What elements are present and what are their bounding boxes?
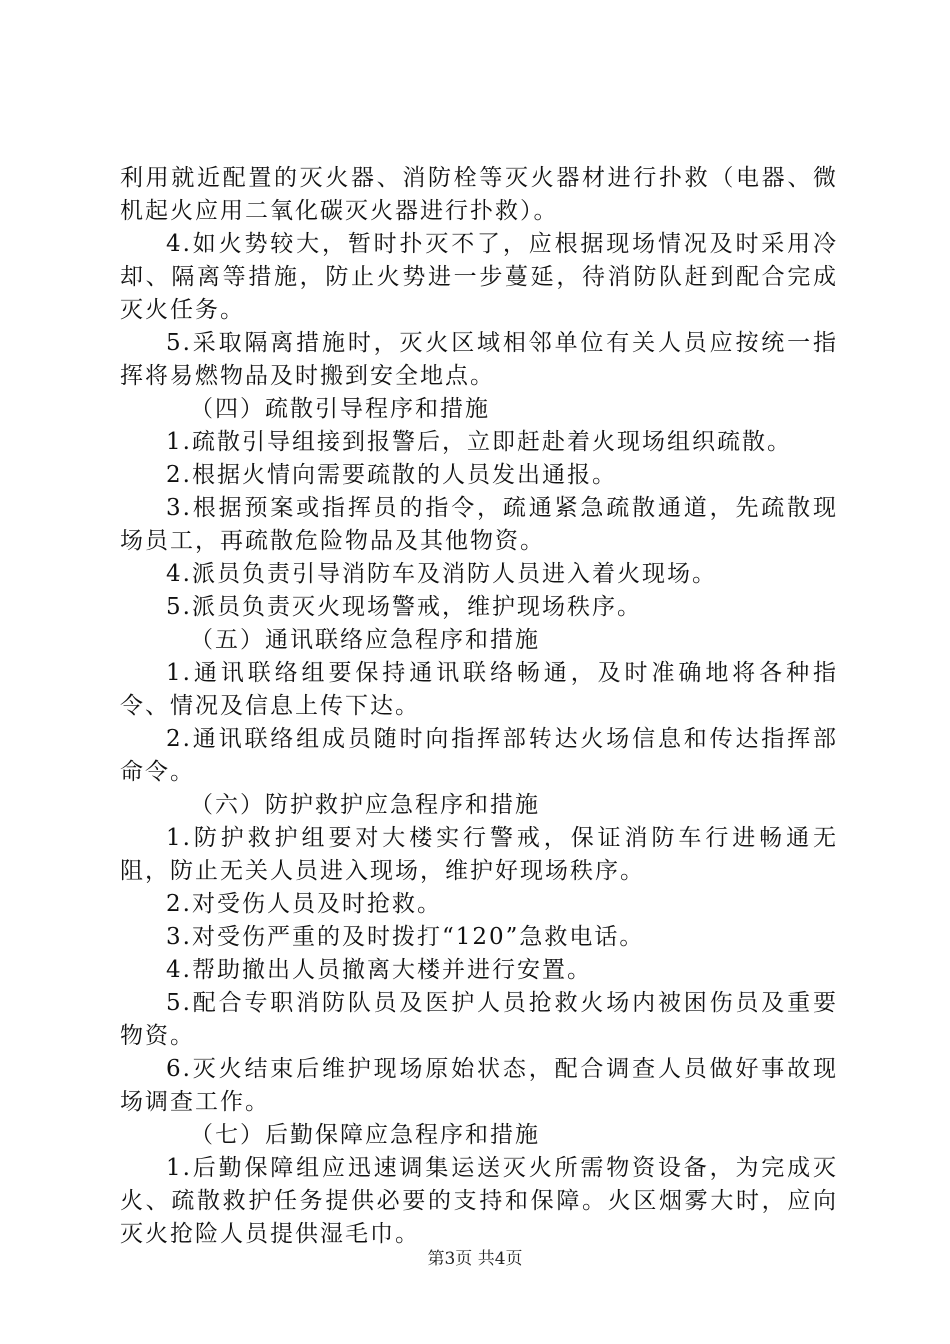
paragraph-11: 2.通讯联络组成员随时向指挥部转达火场信息和传达指挥部命令。 <box>120 726 838 785</box>
section-heading-7: （七）后勤保障应急程序和措施 <box>190 1122 540 1148</box>
paragraph-1: 4.如火势较大，暂时扑灭不了，应根据现场情况及时采用冷却、隔离等措施，防止火势进一步蔓延，待消防队赶到配合完成灭火任务。 <box>120 231 838 323</box>
page-number-footer: 第3页 共4页 <box>427 1249 523 1269</box>
paragraph-16: 4.帮助撤出人员撤离大楼并进行安置。 <box>166 957 592 983</box>
document-body <box>120 162 838 1251</box>
paragraph-13: 1.防护救护组要对大楼实行警戒，保证消防车行进畅通无阻，防止无关人员进入现场，维护好现场秩序。 <box>120 825 838 884</box>
paragraph-14: 2.对受伤人员及时抢救。 <box>166 891 442 917</box>
section-heading-4: （四）疏散引导程序和措施 <box>190 396 490 422</box>
paragraph-8: 5.派员负责灭火现场警戒，维护现场秩序。 <box>166 594 642 620</box>
paragraph-7: 4.派员负责引导消防车及消防人员进入着火现场。 <box>166 561 717 587</box>
paragraph-17: 5.配合专职消防队员及医护人员抢救火场内被困伤员及重要物资。 <box>120 990 838 1049</box>
section-heading-6: （六）防护救护应急程序和措施 <box>190 792 540 818</box>
paragraph-4: 1.疏散引导组接到报警后，立即赶赴着火现场组织疏散。 <box>166 429 792 455</box>
paragraph-20: 1.后勤保障组应迅速调集运送灭火所需物资设备，为完成灭火、疏散救护任务提供必要的支持和保障。火区烟雾大时，应向灭火抢险人员提供湿毛巾。 <box>120 1155 838 1247</box>
paragraph-6: 3.根据预案或指挥员的指令，疏通紧急疏散通道，先疏散现场员工，再疏散危险物品及其他物资。 <box>120 495 838 554</box>
paragraph-0: 利用就近配置的灭火器、消防栓等灭火器材进行扑救（电器、微机起火应用二氧化碳灭火器进行扑救）。 <box>120 165 838 224</box>
paragraph-18: 6.灭火结束后维护现场原始状态，配合调查人员做好事故现场调查工作。 <box>120 1056 838 1115</box>
paragraph-2: 5.采取隔离措施时，灭火区域相邻单位有关人员应按统一指挥将易燃物品及时搬到安全地点。 <box>120 330 838 389</box>
paragraph-5: 2.根据火情向需要疏散的人员发出通报。 <box>166 462 617 488</box>
paragraph-10: 1.通讯联络组要保持通讯联络畅通，及时准确地将各种指令、情况及信息上传下达。 <box>120 660 838 719</box>
section-heading-5: （五）通讯联络应急程序和措施 <box>190 627 540 653</box>
paragraph-15: 3.对受伤严重的及时拨打“120”急救电话。 <box>166 924 645 950</box>
